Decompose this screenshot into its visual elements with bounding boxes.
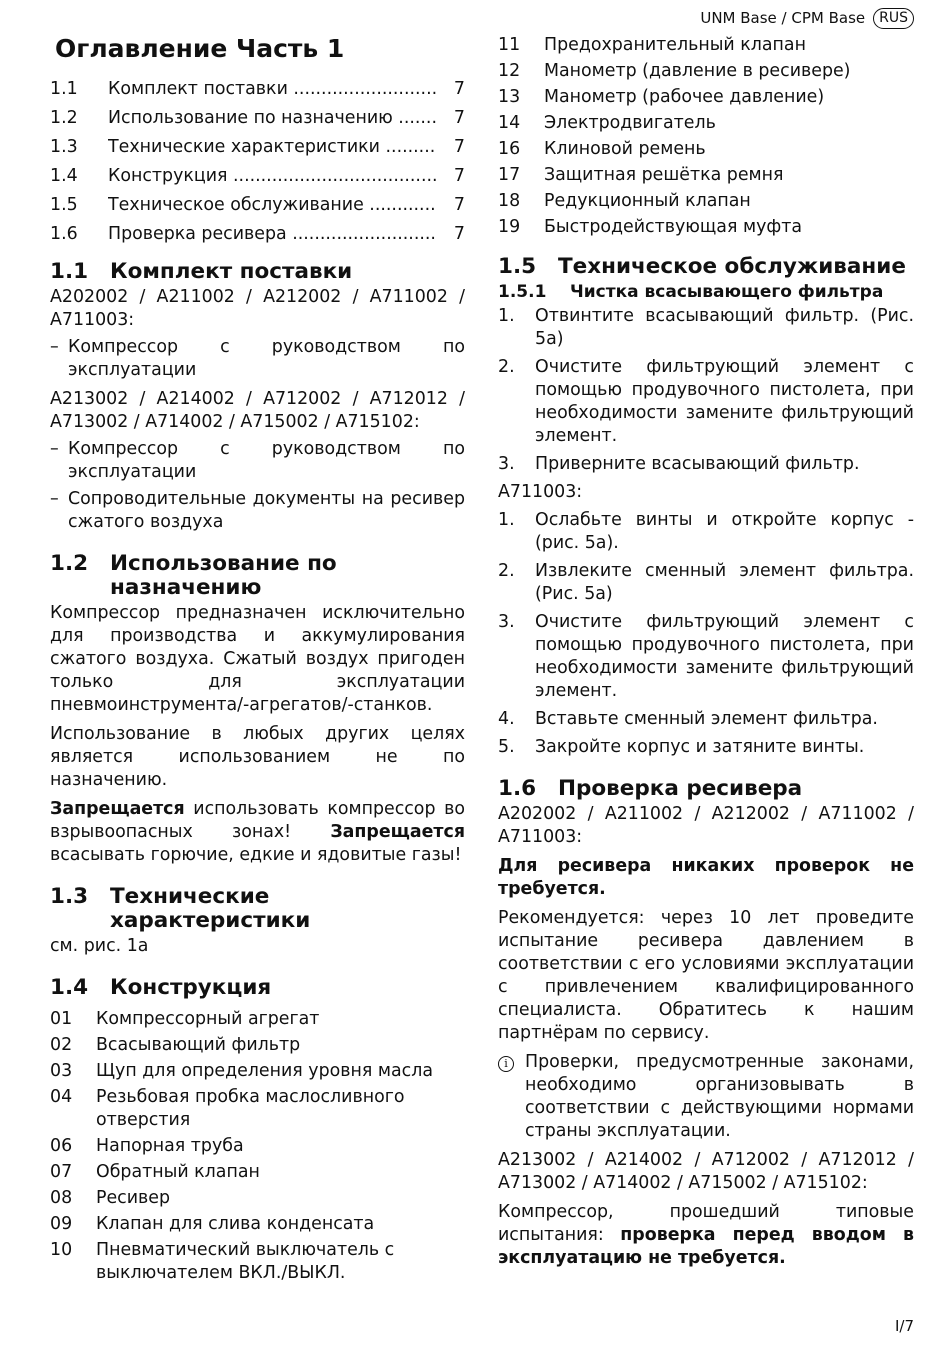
part-name: Обратный клапан [96,1162,260,1182]
section-title: Проверка ресивера [558,776,803,801]
section-number: 1.6 [498,776,537,801]
toc-list [50,78,465,246]
section-number: 1.5 [498,254,537,279]
step-item [498,560,914,606]
toc-item [50,107,465,130]
part-item [50,1187,465,1210]
section-number: 1.2 [50,551,89,576]
list-item-text: Компрессор с руководством по эксплуатации [68,337,465,380]
section-1-3 [50,885,465,958]
section-number: 1.1 [50,259,89,284]
section-title: Технические характеристики [110,884,311,933]
part-item [498,60,914,83]
page-number: I/7 [894,1317,914,1335]
text: использовать компрессор во взрывоопасных зонах! [50,799,465,842]
section-title: Техническое обслуживание [558,254,906,279]
part-name: Щуп для определения уровня масла [96,1061,433,1081]
part-number: 02 [50,1035,73,1055]
bold-text: Запрещается [330,822,465,842]
step-text: Приверните всасывающий фильтр. [535,454,860,474]
step-item [498,708,914,731]
toc-item [50,223,465,246]
toc-item [50,194,465,217]
model-list: A213002 / A214002 / A712002 / A712012 / A713002 / A714002 / A715002 / A715102: [498,1150,914,1193]
section-heading [50,885,465,933]
model-label: A711003: [498,482,583,502]
step-number: 1. [498,306,515,326]
model-list: A213002 / A214002 / A712002 / A712012 / A713002 / A714002 / A715002 / A715102: [50,389,465,432]
part-item [50,1239,465,1285]
part-name: Клапан для слива конденсата [96,1214,375,1234]
part-number: 11 [498,35,521,55]
part-number: 12 [498,61,521,81]
toc-num: 1.3 [50,137,78,157]
text: всасывать горючие, едкие и ядовитые газы! [50,845,462,865]
toc-page: 7 [453,137,465,157]
toc-entry-title: Комплект поставки ..... [108,78,437,101]
part-item [50,1161,465,1184]
dash-bullet: – [50,337,59,357]
list-item-text: Сопроводительные документы на ресивер сжатого воздуха [68,489,465,532]
section-1-4 [50,976,465,1285]
section-heading [50,260,465,284]
paragraph: см. рис. 1a [50,936,149,956]
toc-page: 7 [453,195,465,215]
part-number: 10 [50,1240,73,1260]
step-number: 3. [498,454,515,474]
part-item [498,86,914,109]
section-number: 1.3 [50,884,89,909]
step-number: 3. [498,612,515,632]
page-header [700,7,914,30]
part-item [498,112,914,135]
model-list: A202002 / A211002 / A212002 / A711002 / A711003: [50,287,465,330]
step-item [498,611,914,703]
part-name: Редукционный клапан [544,191,751,211]
step-text: Извлеките сменный элемент фильтра. (Рис. 5a) [535,561,914,604]
section-title: Конструкция [110,975,272,1000]
part-number: 04 [50,1087,73,1107]
step-item [498,305,914,351]
part-number: 13 [498,87,521,107]
subsection-title: Чистка всасывающего фильтра [570,282,884,302]
part-item [498,138,914,161]
list-item [50,336,465,382]
toc-page: 7 [453,166,465,186]
part-number: 17 [498,165,521,185]
toc-entry-title: Конструкция ..... [108,165,437,188]
part-name: Манометр (давление в ресивере) [544,61,851,81]
bold-notice: Для ресивера никаких проверок не требуется. [498,856,914,899]
part-name: Всасывающий фильтр [96,1035,301,1055]
part-item [50,1034,465,1057]
info-icon: i [498,1056,514,1072]
part-number: 09 [50,1214,73,1234]
section-1-1 [50,260,465,534]
part-number: 01 [50,1009,73,1029]
header-title: UNM Base / CPM Base [700,9,866,27]
part-name: Быстродействующая муфта [544,217,803,237]
step-item [498,356,914,448]
part-number: 06 [50,1136,73,1156]
part-number: 08 [50,1188,73,1208]
part-item [50,1060,465,1083]
left-column [50,30,465,1288]
subsection-heading [498,281,914,303]
step-text: Очистите фильтрующий элемент с помощью продувочного пистолета, при необходимости замените фильтрующий элемент. [535,357,914,446]
paragraph: Рекомендуется: через 10 лет проведите испытание ресивера давлением в соответствии с его условиями эксплуатации с привлечением квалифицированного специалиста. Обратитесь к нашим партнёрам по сервису. [498,908,914,1043]
paragraph: Использование в любых других целях является использованием не по назначению. [50,724,465,790]
part-item [498,34,914,57]
step-text: Ослабьте винты и откройте корпус - (рис. 5a). [535,510,914,553]
step-item [498,453,914,476]
toc-num: 1.2 [50,108,78,128]
toc-num: 1.5 [50,195,78,215]
toc-entry-title: Использование по назначению ..... [108,107,437,130]
right-column [498,34,914,1276]
toc-item [50,165,465,188]
warning-paragraph [50,798,465,867]
part-name: Компрессорный агрегат [96,1009,320,1029]
paragraph: Компрессор предназначен исключительно для производства и аккумулирования сжатого воздуха. Сжатый воздух пригоден только для эксплуатации пневмоинструмента/-агрегатов/-станков. [50,603,465,715]
part-number: 07 [50,1162,73,1182]
part-item [498,164,914,187]
step-number: 5. [498,737,515,757]
toc-page: 7 [453,79,465,99]
part-item [50,1008,465,1031]
part-number: 16 [498,139,521,159]
section-title: Комплект поставки [110,259,353,284]
part-number: 19 [498,217,521,237]
part-name: Ресивер [96,1188,171,1208]
step-number: 4. [498,709,515,729]
list-item [50,488,465,534]
dash-bullet: – [50,439,59,459]
step-text: Отвинтите всасывающий фильтр. (Рис. 5a) [535,306,914,349]
section-1-2 [50,552,465,867]
section-1-5 [498,255,914,759]
section-number: 1.4 [50,975,89,1000]
list-item-text: Компрессор с руководством по эксплуатации [68,439,465,482]
section-heading [498,255,914,279]
bold-text: Запрещается [50,799,185,819]
part-name: Пневматический выключатель с выключателем ВКЛ./ВЫКЛ. [96,1240,395,1283]
step-text: Очистите фильтрующий элемент с помощью продувочного пистолета, при необходимости замените фильтрующий элемент. [535,612,914,701]
step-number: 1. [498,510,515,530]
note-text: Проверки, предусмотренные законами, необходимо организовывать в соответствии с действующими нормами страны эксплуатации. [525,1052,914,1141]
step-item [498,736,914,759]
toc-page: 7 [453,224,465,244]
part-name: Клиновой ремень [544,139,706,159]
toc-entry-title: Технические характеристики ..... [108,136,437,159]
model-list: A202002 / A211002 / A212002 / A711002 / A711003: [498,804,914,847]
subsection-number: 1.5.1 [498,282,547,302]
section-1-6 [498,777,914,1270]
part-number: 18 [498,191,521,211]
part-name: Предохранительный клапан [544,35,806,55]
section-heading [498,777,914,801]
step-number: 2. [498,561,515,581]
toc-entry-title: Проверка ресивера ..... [108,223,437,246]
text: Компрессор, прошедший типовые испытания: [498,1202,914,1245]
part-name: Манометр (рабочее давление) [544,87,825,107]
toc-num: 1.1 [50,79,78,99]
part-number: 03 [50,1061,73,1081]
section-heading [50,552,465,600]
dash-bullet: – [50,489,59,509]
toc-num: 1.6 [50,224,78,244]
toc-page: 7 [453,108,465,128]
toc-item [50,136,465,159]
step-text: Вставьте сменный элемент фильтра. [535,709,878,729]
toc-num: 1.4 [50,166,78,186]
section-heading [50,976,465,1000]
toc-item [50,78,465,101]
section-title: Использование по назначению [110,551,337,600]
part-item [498,190,914,213]
part-name: Резьбовая пробка маслосливного отверстия [96,1087,405,1130]
part-name: Защитная решётка ремня [544,165,784,185]
part-item [50,1086,465,1132]
part-name: Напорная труба [96,1136,244,1156]
step-item [498,509,914,555]
bold-text: проверка перед вводом в эксплуатацию не требуется. [498,1225,914,1268]
toc-title: Оглавление Часть 1 [55,34,345,63]
part-item [498,216,914,239]
part-name: Электродвигатель [544,113,716,133]
step-text: Закройте корпус и затяните винты. [535,737,865,757]
step-number: 2. [498,357,515,377]
parts-list-continued [498,34,914,239]
part-item [50,1135,465,1158]
list-item [50,438,465,484]
part-number: 14 [498,113,521,133]
part-item [50,1213,465,1236]
info-note [498,1051,914,1143]
language-badge: RUS [873,8,914,29]
paragraph [498,1201,914,1270]
toc-entry-title: Техническое обслуживание ..... [108,194,437,217]
